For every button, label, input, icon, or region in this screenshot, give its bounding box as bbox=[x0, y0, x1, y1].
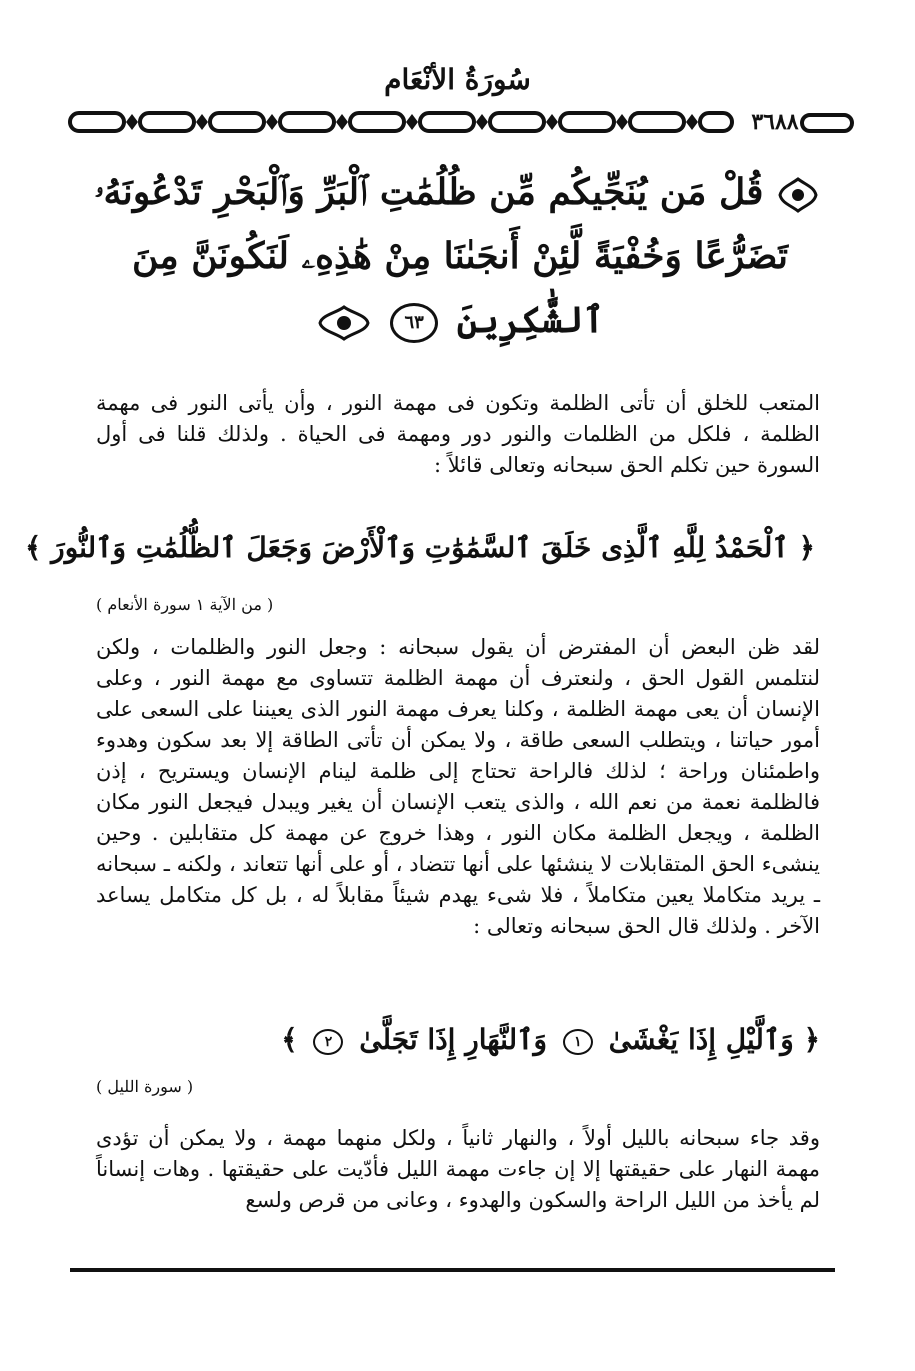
quote-2-source: ( سورة الليل ) bbox=[96, 1077, 194, 1096]
ayah-number-badge: ٦٣ bbox=[390, 303, 438, 343]
paragraph-2: لقد ظن البعض أن المفترض أن يقول سبحانه : وجعل النور والظلمات ، ولكن لنتلمس القول الحق ، ولنعترف أن مهمة الظلمة تتساوى مع مهمة النور ، وعلى الإنسان أن يعى مهمة الظلمة ، وكلنا يعرف مهمة النور الذى يعيننا على السعى على أمور حياتنا ، ويتطلب السعى طاقة ، ولا يمكن أن تأتى الطاقة إلا بعد سكون وهدوء واطمئنان وراحة ؛ لذلك فالراحة تحتاج إلى ظلمة لينام الإنسان ويستريح ، إذن فالظلمة نعمة من نعم الله ، والذى يتعب الإنسان أن يغير ويبدل فيجعل النور مكان الظلمة ، ويجعل الظلمة مكان النور ، وهذا خروج عن مهمة كل متقابلين . وحين ينشىء الحق المتقابلات لا ينشئها على أنها تتضاد ، أو على أنها تتعاند ، ولكنه ـ سبحانه ـ يريد متكاملا يعين متكاملاً ، فلا شىء يهدم شيئاً مقابلاً له ، بل كل متكامل يساعد الآخر . ولذلك قال الحق سبحانه وتعالى : bbox=[96, 635, 821, 938]
verse-line-2 bbox=[100, 224, 820, 288]
paragraph-1: المتعب للخلق أن تأتى الظلمة وتكون فى مهمة النور ، وأن يأتى النور فى مهمة الظلمة ، فلكل من الظلمات والنور دور ومهمة فى الحياة . ولذلك قلنا فى أول السورة حين تكلم الحق سبحانه وتعالى قائلاً : bbox=[96, 391, 820, 477]
verse-start-ornament-icon bbox=[776, 175, 820, 215]
quote-2 bbox=[281, 1020, 820, 1060]
quote-close-bracket: ﴾ bbox=[281, 1023, 298, 1056]
quote-1-text: ٱلْحَمْدُ لِلَّهِ ٱلَّذِى خَلَقَ ٱلسَّمَٰوَٰتِ وَٱلْأَرْضَ وَجَعَلَ ٱلظُّلُمَٰتِ وَٱلنُّورَ bbox=[51, 531, 789, 564]
verse-text-1: قُلْ مَن يُنَجِّيكُم مِّن ظُلُمَٰتِ ٱلْبَرِّ وَٱلْبَحْرِ تَدْعُونَهُۥ bbox=[94, 171, 764, 213]
quote-2-part-1: وَٱلَّيْلِ إِذَا يَغْشَىٰ bbox=[608, 1023, 794, 1056]
quran-verse bbox=[94, 160, 820, 352]
surah-title: سُورَةُ الأنْعَام bbox=[384, 63, 531, 96]
quote-1 bbox=[25, 528, 815, 568]
quote-close-bracket: ﴾ bbox=[25, 531, 42, 564]
header-ornament-chain bbox=[66, 108, 736, 136]
paragraph-3: وقد جاء سبحانه بالليل أولاً ، والنهار ثانياً ، ولكل منهما مهمة ، ولا يمكن أن تؤدى مهمة النهار على حقيقتها إلا إن جاءت مهمة الليل فأدّيت على حقيقتها . وهات إنساناً لم يأخذ من الليل الراحة والسكون والهدوء ، وعانى من قرص ولسع bbox=[96, 1126, 820, 1212]
ayah-number-badge: ١ bbox=[563, 1029, 593, 1055]
verse-text-2: تَضَرُّعًا وَخُفْيَةً لَّئِنْ أَنجَىٰنَا مِنْ هَٰذِهِۦ لَنَكُونَنَّ مِنَ bbox=[131, 235, 789, 277]
verse-line-1 bbox=[94, 160, 820, 224]
verse-text-3: ٱلشَّٰكِرِينَ bbox=[456, 299, 605, 341]
quote-1-source: ( من الآية ١ سورة الأنعام ) bbox=[96, 595, 274, 614]
ayah-number-badge: ٢ bbox=[313, 1029, 343, 1055]
footer-rule bbox=[70, 1268, 835, 1272]
page-number: ٣٦٨٨ bbox=[751, 109, 799, 135]
verse-line-3 bbox=[100, 288, 820, 352]
quote-open-bracket: ﴿ bbox=[803, 1023, 820, 1056]
quote-open-bracket: ﴿ bbox=[798, 531, 815, 564]
quote-2-part-2: وَٱلنَّهَارِ إِذَا تَجَلَّىٰ bbox=[359, 1023, 548, 1056]
verse-end-ornament-icon bbox=[316, 303, 372, 343]
